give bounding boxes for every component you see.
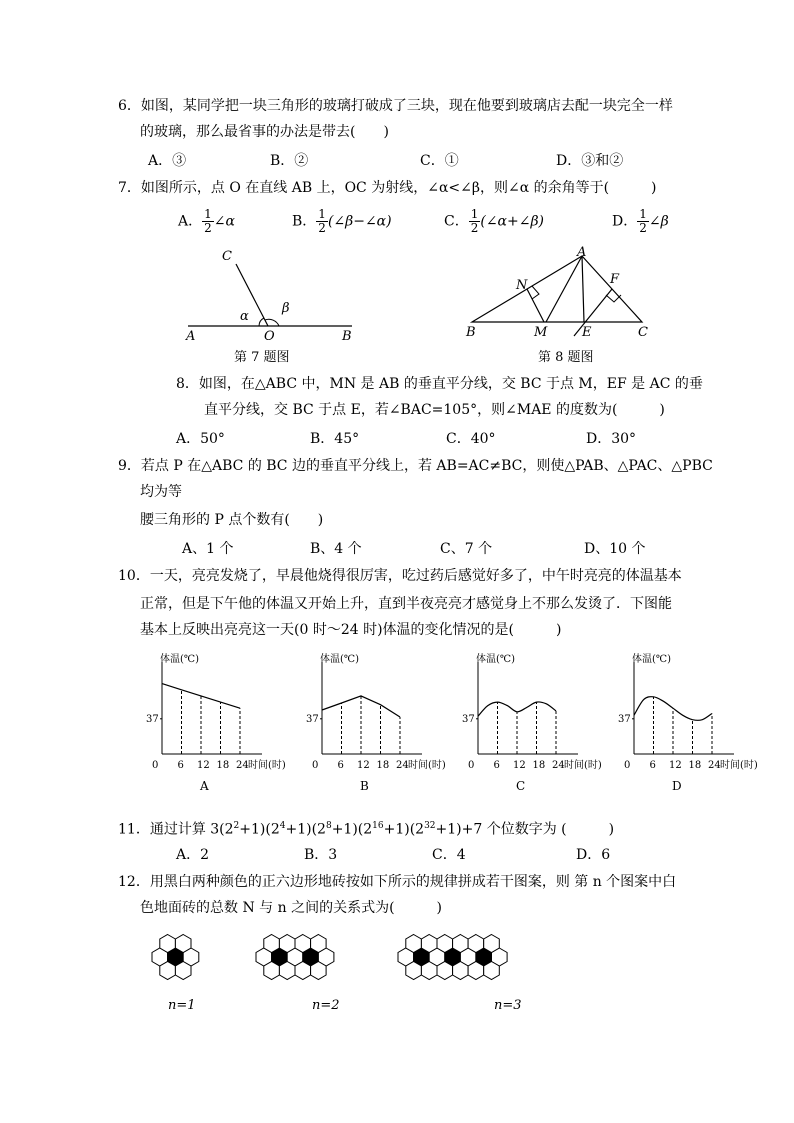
q11-option-d: D．6: [576, 847, 611, 863]
x-tick-12: 12: [669, 760, 682, 771]
chart-option-label: D: [672, 779, 682, 793]
q8-option-a: A．50°: [176, 431, 225, 447]
white-hex-tile: [175, 962, 191, 980]
hex-pattern-2: [254, 928, 352, 988]
label-n: N: [516, 278, 528, 293]
q6-option-d: D．③和②: [556, 153, 624, 169]
q6-option-c: C．①: [420, 153, 459, 169]
y-axis-label: 体温(℃): [476, 654, 515, 665]
hex-pattern-3: [396, 928, 525, 988]
figure-7-caption: 第 7 题图: [234, 350, 290, 365]
temp-chart-d: [612, 652, 762, 792]
q7-option-d: D． $\frac{1}{2}$ ∠β: [612, 207, 669, 235]
white-hex-tile: [311, 962, 327, 980]
white-hex-tile: [453, 935, 469, 953]
temp-chart-c: [456, 652, 606, 792]
x-tick-18: 18: [688, 760, 702, 771]
x-tick-0: 0: [624, 760, 631, 771]
hex-pattern-1: [150, 928, 216, 988]
q9-line1: 9．若点 P 在△ABC 的 BC 边的垂直平分线上，若 AB=AC≠BC，则使△PAB、△PAC、△PBC: [118, 458, 713, 474]
label-b: B: [342, 329, 352, 344]
white-hex-tile: [421, 962, 437, 980]
x-axis-label: 时间(时): [564, 760, 602, 771]
q8-option-c: C．40°: [446, 431, 496, 447]
q7-option-a: A． $\frac{1}{2}$ ∠α: [178, 207, 235, 235]
label-o: O: [264, 329, 275, 344]
x-tick-18: 18: [376, 760, 390, 771]
white-hex-tile: [295, 935, 311, 953]
q12-line2: 色地面砖的总数 N 与 n 之间的关系式为( ): [140, 900, 442, 916]
label-a8: A: [577, 245, 587, 260]
temp-chart-b: [300, 652, 450, 792]
q12-line1: 12．用黑白两种颜色的正六边形地砖按如下所示的规律拼成若干图案，则 第 n 个图案中白: [118, 874, 677, 890]
x-tick-24: 24: [708, 760, 721, 771]
white-hex-tile: [160, 935, 176, 953]
q10-line3: 基本上反映出亮亮这一天(0 时～24 时)体温的变化情况的是( ): [140, 622, 562, 638]
x-tick-18: 18: [216, 760, 230, 771]
x-tick-0: 0: [312, 760, 319, 771]
x-axis-label: 时间(时): [408, 760, 446, 771]
white-hex-tile: [468, 962, 484, 980]
q9-line3: 腰三角形的 P 点个数有( ): [140, 512, 324, 528]
x-tick-18: 18: [532, 760, 546, 771]
x-tick-12: 12: [197, 760, 210, 771]
label-m: M: [534, 325, 548, 340]
q10-line1: 10．一天，亮亮发烧了，早晨他烧得很厉害，吃过药后感觉好多了，中午时亮亮的体温基本: [118, 568, 682, 584]
figure-8: [460, 244, 660, 344]
pattern-caption-2: n=2: [312, 998, 340, 1013]
label-c: C: [222, 249, 232, 264]
white-hex-tile: [437, 935, 453, 953]
q9-line2: 均为等: [140, 484, 182, 500]
x-tick-24: 24: [396, 760, 409, 771]
white-hex-tile: [295, 962, 311, 980]
pattern-caption-1: n=1: [168, 998, 196, 1013]
white-hex-tile: [175, 935, 191, 953]
q8-line1: 8．如图，在△ABC 中，MN 是 AB 的垂直平分线，交 BC 于点 M，EF 是 AC 的垂: [176, 376, 703, 392]
label-e: E: [582, 325, 592, 340]
white-hex-tile: [406, 935, 422, 953]
triangle-abc: [472, 256, 642, 322]
q7-option-b: B． $\frac{1}{2}$ (∠β−∠α): [292, 207, 392, 235]
white-hex-tile: [421, 935, 437, 953]
q6-line1: 6．如图，某同学把一块三角形的玻璃打破成了三块，现在他要到玻璃店去配一块完全一样: [118, 98, 673, 114]
label-b8: B: [466, 325, 476, 340]
temperature-curve: [162, 684, 240, 709]
y-axis-label: 体温(℃): [320, 654, 359, 665]
q8-line2: 直平分线，交 BC 于点 E，若∠BAC=105°，则∠MAE 的度数为( ): [204, 402, 665, 418]
white-hex-tile: [468, 935, 484, 953]
white-hex-tile: [160, 962, 176, 980]
pattern-caption-3: n=3: [494, 998, 522, 1013]
q9-option-b: B、4 个: [310, 541, 362, 557]
q7-option-c: C． $\frac{1}{2}$ (∠α+∠β): [444, 207, 545, 235]
y-axis-label: 体温(℃): [160, 654, 199, 665]
white-hex-tile: [437, 962, 453, 980]
q11-stem: 11．通过计算 $3(2^2+1)(2^4+1)(2^8+1)(2^{16}+1)(2^{32}+1)+7$ 个位数字为 ( ): [118, 821, 615, 838]
white-hex-tile: [484, 962, 500, 980]
white-hex-tile: [264, 935, 280, 953]
label-alpha: α: [240, 309, 249, 324]
q11-option-b: B．3: [304, 847, 338, 863]
temp-chart-a: [140, 652, 290, 792]
x-tick-0: 0: [152, 760, 159, 771]
x-tick-0: 0: [468, 760, 475, 771]
figure-8-caption: 第 8 题图: [538, 350, 594, 365]
chart-option-label: A: [200, 779, 209, 793]
chart-option-label: B: [360, 779, 369, 793]
white-hex-tile: [453, 962, 469, 980]
y-tick-37: 37: [462, 713, 475, 725]
x-tick-6: 6: [177, 760, 184, 771]
q8-option-b: B．45°: [310, 431, 360, 447]
segment-am: [546, 256, 582, 322]
x-axis-label: 时间(时): [720, 760, 758, 771]
bisector-ef: [574, 289, 612, 336]
q6-option-a: A．③: [148, 153, 187, 169]
white-hex-tile: [279, 962, 295, 980]
y-tick-37: 37: [618, 713, 631, 725]
white-hex-tile: [311, 935, 327, 953]
white-hex-tile: [264, 962, 280, 980]
label-c8: C: [638, 325, 648, 340]
label-a: A: [186, 329, 196, 344]
x-tick-12: 12: [513, 760, 526, 771]
bisector-mn: [527, 289, 544, 322]
x-tick-6: 6: [493, 760, 500, 771]
label-f: F: [610, 272, 620, 287]
q9-option-c: C、7 个: [440, 541, 493, 557]
right-angle-n: [532, 286, 539, 299]
x-axis-label: 时间(时): [248, 760, 286, 771]
x-tick-6: 6: [649, 760, 656, 771]
y-tick-37: 37: [306, 713, 319, 725]
angle-alpha-arc: [259, 318, 264, 326]
segment-ae: [582, 256, 584, 322]
q6-option-b: B．②: [270, 153, 309, 169]
q9-option-a: A、1 个: [182, 541, 234, 557]
label-beta: β: [282, 301, 290, 316]
q11-option-c: C．4: [432, 847, 466, 863]
q10-line2: 正常，但是下午他的体温又开始上升，直到半夜亮亮才感觉身上不那么发烫了．下图能: [140, 596, 672, 612]
x-tick-6: 6: [337, 760, 344, 771]
y-axis-label: 体温(℃): [632, 654, 671, 665]
x-tick-24: 24: [236, 760, 249, 771]
white-hex-tile: [484, 935, 500, 953]
q8-option-d: D．30°: [586, 431, 637, 447]
temperature-curve: [478, 702, 556, 716]
q9-option-d: D、10 个: [584, 541, 646, 557]
y-tick-37: 37: [146, 713, 159, 725]
q11-option-a: A．2: [176, 847, 210, 863]
x-tick-12: 12: [357, 760, 370, 771]
q6-line2: 的玻璃，那么最省事的办法是带去( ): [140, 124, 389, 140]
white-hex-tile: [279, 935, 295, 953]
white-hex-tile: [406, 962, 422, 980]
q7-stem: 7．如图所示，点 O 在直线 AB 上，OC 为射线，∠α<∠β，则∠α 的余角等于( ): [118, 180, 657, 196]
x-tick-24: 24: [552, 760, 565, 771]
chart-option-label: C: [516, 779, 526, 793]
